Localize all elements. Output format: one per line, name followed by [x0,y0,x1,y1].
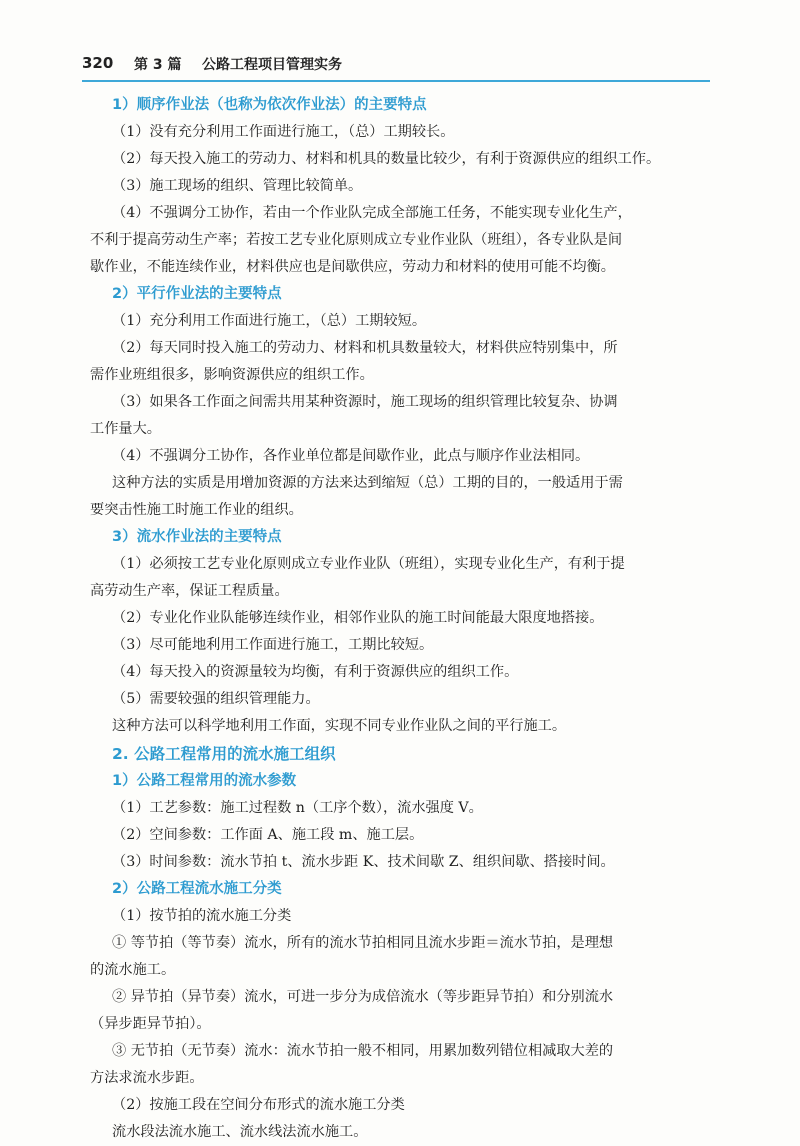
paragraph-continuation: （异步距异节拍）。 [90,1016,211,1032]
paragraph-line: （2）空间参数：工作面 A、施工段 m、施工层。 [112,827,424,843]
section-heading: 3）流水作业法的主要特点 [112,529,282,545]
section-heading: 1）公路工程常用的流水参数 [112,773,297,789]
paragraph-line: （1）充分利用工作面进行施工，（总）工期较短。 [112,313,427,329]
paragraph-line: （1）工艺参数：施工过程数 n（工序个数），流水强度 V。 [112,800,483,816]
paragraph-line: （1）必须按工艺专业化原则成立专业作业队（班组），实现专业化生产，有利于提 [112,556,625,572]
paragraph-line: （2）每天同时投入施工的劳动力、材料和机具数量较大，材料供应特别集中，所 [112,340,618,356]
paragraph-line: 这种方法可以科学地利用工作面，实现不同专业作业队之间的平行施工。 [112,718,567,734]
page-body [90,92,710,1146]
paragraph-line: （2）按施工段在空间分布形式的流水施工分类 [112,1097,405,1113]
paragraph-line: ③ 无节拍（无节奏）流水：流水节拍一般不相同，用累加数列错位相减取大差的 [112,1043,614,1059]
paragraph-continuation: 高劳动生产率，保证工程质量。 [90,583,289,599]
paragraph-continuation: 的流水施工。 [90,962,176,978]
paragraph-line: （4）不强调分工协作，各作业单位都是间歇作业，此点与顺序作业法相同。 [112,448,590,464]
page-header [82,48,710,82]
section-heading: 2）平行作业法的主要特点 [112,286,282,302]
paragraph-line: （1）按节拍的流水施工分类 [112,908,292,924]
paragraph-line: 流水段法流水施工、流水线法流水施工。 [112,1124,368,1140]
paragraph-continuation: 需作业班组很多，影响资源供应的组织工作。 [90,367,374,383]
paragraph-line: （4）每天投入的资源量较为均衡，有利于资源供应的组织工作。 [112,664,519,680]
paragraph-continuation: 不利于提高劳动生产率；若按工艺专业化原则成立专业作业队（班组），各专业队是间 [90,232,623,248]
paragraph-line: （3）施工现场的组织、管理比较简单。 [112,178,363,194]
paragraph-line: （2）每天投入施工的劳动力、材料和机具的数量比较少，有利于资源供应的组织工作。 [112,151,661,167]
paragraph-line: （3）如果各工作面之间需共用某种资源时，施工现场的组织管理比较复杂、协调 [112,394,618,410]
paragraph-line: （5）需要较强的组织管理能力。 [112,691,320,707]
major-heading: 2. 公路工程常用的流水施工组织 [112,745,336,763]
paragraph-line: （3）时间参数：流水节拍 t、流水步距 K、技术间歇 Z、组织间歇、搭接时间。 [112,854,615,870]
paragraph-continuation: 歇作业，不能连续作业，材料供应也是间歇供应，劳动力和材料的使用可能不均衡。 [90,259,615,275]
paragraph-line: （4）不强调分工协作，若由一个作业队完成全部施工任务，不能实现专业化生产， [112,205,632,221]
paragraph-continuation: 工作量大。 [90,421,161,437]
page-number: 320 [82,54,114,72]
paragraph-line: 这种方法的实质是用增加资源的方法来达到缩短（总）工期的目的，一般适用于需 [112,475,623,491]
section-heading: 1）顺序作业法（也称为依次作业法）的主要特点 [112,97,427,113]
chapter-label: 第 3 篇 [134,57,182,73]
book-title: 公路工程项目管理实务 [202,57,342,73]
paragraph-continuation: 要突击性施工时施工作业的组织。 [90,502,303,518]
section-heading: 2）公路工程流水施工分类 [112,881,282,897]
paragraph-line: ② 异节拍（异节奏）流水，可进一步分为成倍流水（等步距异节拍）和分别流水 [112,989,614,1005]
paragraph-continuation: 方法求流水步距。 [90,1070,204,1086]
paragraph-line: （1）没有充分利用工作面进行施工，（总）工期较长。 [112,124,455,140]
paragraph-line: （2）专业化作业队能够连续作业，相邻作业队的施工时间能最大限度地搭接。 [112,610,604,626]
paragraph-line: ① 等节拍（等节奏）流水，所有的流水节拍相同且流水步距＝流水节拍，是理想 [112,935,614,951]
paragraph-line: （3）尽可能地利用工作面进行施工，工期比较短。 [112,637,434,653]
